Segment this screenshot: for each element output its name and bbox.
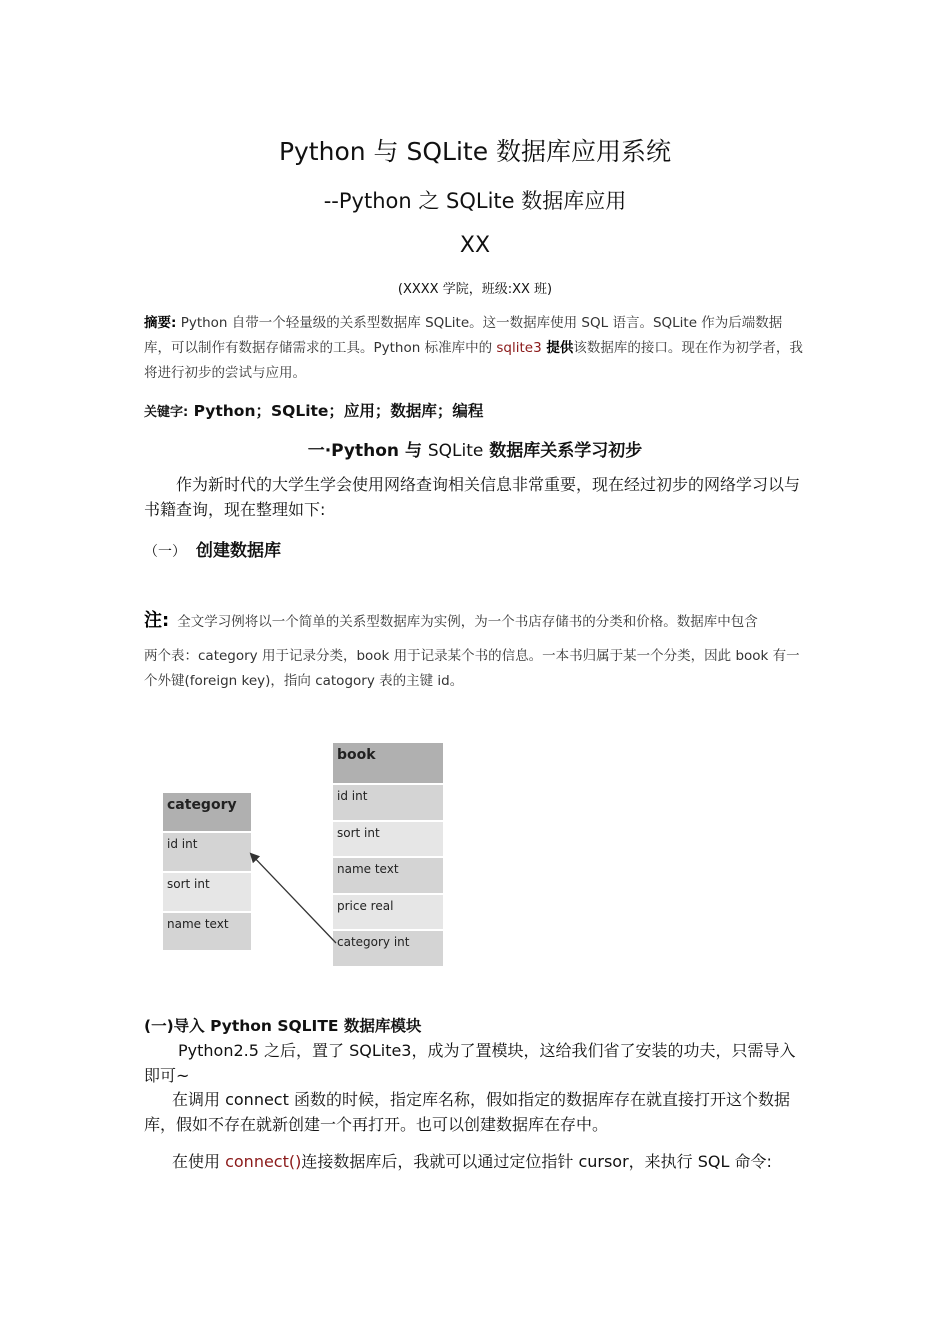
note-text-1: 全文学习例将以一个简单的关系型数据库为实例，为一个书店存储书的分类和价格。数据库中包含	[177, 614, 758, 630]
keywords-label: 关键字:	[144, 405, 189, 420]
category-table-header: category	[163, 793, 251, 831]
section-heading-prefix: 一·Python 与	[307, 441, 428, 461]
document-title: Python 与 SQLite 数据库应用系统	[278, 137, 672, 166]
note-text-2: 两个表：category 用于记录分类，book 用于记录某个书的信息。一本书归属于某一个分类，因此 book 有一个外键(foreign key)，指向 catogory 表的主键 id。	[144, 648, 800, 689]
abstract-text-end: 该数据库的接口。现在作为初学者，我将进行初步的尝试与应用。	[144, 340, 803, 381]
author-affiliation: (XXXX 学院，班级:XX 班)	[397, 282, 553, 297]
section-heading-middle: SQLite	[427, 441, 484, 461]
keywords-values: Python；SQLite；应用；数据库；编程	[188, 402, 484, 420]
abstract-label: 摘要:	[144, 315, 177, 331]
subsection-text: 创建数据库	[196, 541, 281, 561]
paragraph-4	[144, 1149, 808, 1174]
abstract	[144, 311, 808, 386]
foreign-key-arrow	[240, 845, 345, 950]
paragraph-4-before: 在使用	[172, 1152, 226, 1171]
document-subtitle: --Python 之 SQLite 数据库应用	[323, 189, 627, 213]
paragraph-3: 在调用 connect 函数的时候，指定库名称，假如指定的数据库存在就直接打开这个数据库，假如不存在就新创建一个再打开。也可以创建数据库在存中。	[144, 1090, 790, 1134]
book-field: sort int	[333, 820, 443, 856]
paragraph-4-highlight: connect()	[225, 1152, 302, 1171]
foreign-key-line	[251, 854, 336, 943]
book-field: name text	[333, 856, 443, 893]
subsection-heading-2: (一)导入 Python SQLITE 数据库模块	[144, 1017, 422, 1035]
book-field: id int	[333, 783, 443, 820]
subsection-label: （一）	[144, 544, 186, 560]
intro-paragraph: 作为新时代的大学生学会使用网络查询相关信息非常重要，现在经过初步的网络学习以与书籍查询，现在整理如下:	[144, 475, 801, 519]
paragraph-2: Python2.5 之后，置了 SQLite3，成为了置模块，这给我们省了安装的功夫，只需导入即可~	[144, 1041, 796, 1085]
category-table	[163, 793, 251, 950]
keywords	[144, 399, 483, 421]
category-field: sort int	[163, 871, 251, 911]
category-field: name text	[163, 911, 251, 950]
abstract-bold: 提供	[541, 340, 574, 356]
subsection-heading-1	[144, 536, 281, 561]
book-table-header: book	[333, 743, 443, 783]
book-field: category int	[333, 929, 443, 966]
section-heading-suffix: 数据库关系学习初步	[483, 441, 643, 461]
paragraph-4-after: 连接数据库后，我就可以通过定位指针 cursor，来执行 SQL 命令:	[301, 1152, 772, 1171]
category-field: id int	[163, 831, 251, 871]
book-table	[333, 743, 443, 966]
author-name: XX	[459, 233, 491, 258]
abstract-highlight: sqlite3	[496, 340, 542, 356]
note-mark: 注:	[144, 610, 170, 631]
note-line-1	[144, 606, 808, 632]
abstract-text: Python 自带一个轻量级的关系型数据库 SQLite。这一数据库使用 SQL 语言。SQLite 作为后端数据库，可以制作有数据存储需求的工具。Python 标准库中的	[144, 315, 783, 356]
book-field: price real	[333, 893, 443, 929]
section-heading-1	[0, 436, 950, 461]
